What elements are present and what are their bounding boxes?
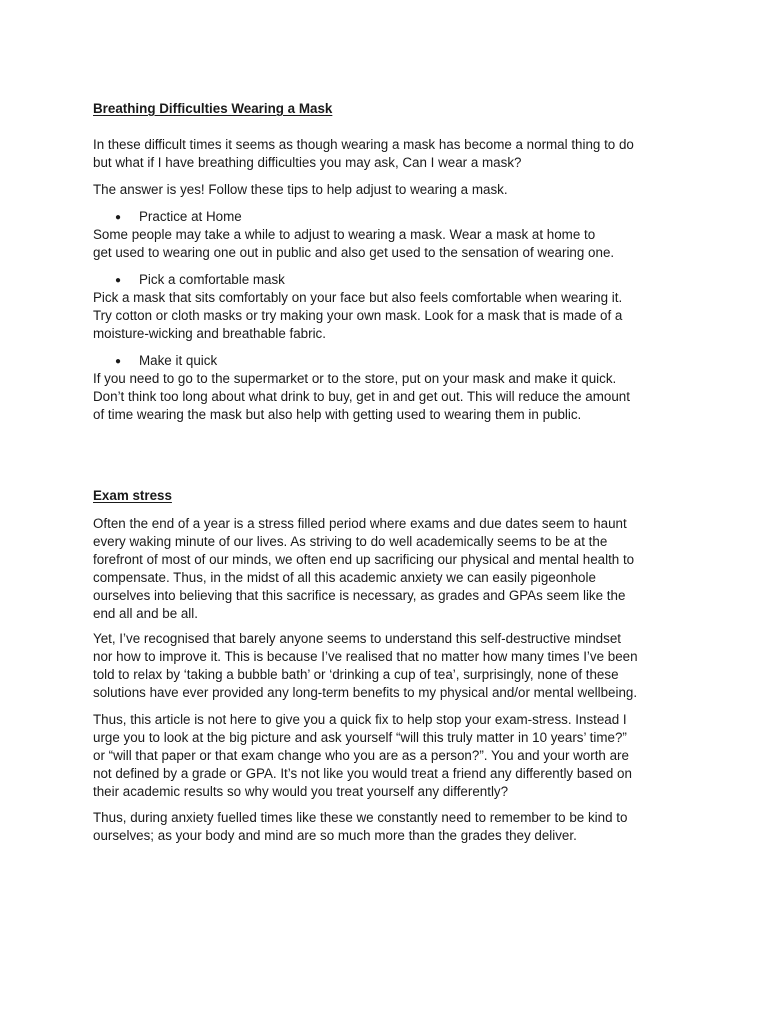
bullet-label: Practice at Home — [139, 209, 242, 224]
document-page — [93, 0, 673, 1024]
text-line: solutions have ever provided any long-term benefits to my physical and/or mental wellbeing. — [93, 685, 638, 700]
text-line: ourselves; as your body and mind are so much more than the grades they deliver. — [93, 828, 577, 843]
body-paragraph — [93, 711, 673, 801]
text-line: Don’t think too long about what drink to buy, get in and get out. This will reduce the amount — [93, 389, 630, 404]
bullet-item — [115, 352, 217, 371]
text-line: urge you to look at the big picture and ask yourself “will this truly matter in 10 years’ time?” — [93, 730, 627, 745]
body-paragraph — [93, 809, 673, 845]
body-paragraph — [93, 630, 673, 702]
text-line: Try cotton or cloth masks or try making your own mask. Look for a mask that is made of a — [93, 308, 623, 323]
answer-paragraph — [93, 181, 673, 199]
section-title-exam-stress: Exam stress — [93, 488, 172, 503]
text-line: compensate. Thus, in the midst of all this academic anxiety we can easily pigeonhole — [93, 570, 596, 585]
section-title-masks: Breathing Difficulties Wearing a Mask — [93, 101, 333, 116]
bullet-item — [115, 271, 285, 290]
text-line: get used to wearing one out in public and also get used to the sensation of wearing one. — [93, 245, 615, 260]
text-line: moisture-wicking and breathable fabric. — [93, 326, 326, 341]
tip-paragraph — [93, 289, 673, 343]
text-line: If you need to go to the supermarket or to the store, put on your mask and make it quick. — [93, 371, 617, 386]
text-line: but what if I have breathing difficulties you may ask, Can I wear a mask? — [93, 155, 522, 170]
text-line: nor how to improve it. This is because I’ve realised that no matter how many times I’ve been — [93, 649, 638, 664]
text-line: Thus, during anxiety fuelled times like these we constantly need to remember to be kind to — [93, 810, 628, 825]
body-paragraph — [93, 515, 673, 623]
tip-paragraph — [93, 226, 673, 262]
bullet-item — [115, 208, 242, 227]
text-line: forefront of most of our minds, we often end up sacrificing our physical and mental health to — [93, 552, 635, 567]
text-line: ourselves into believing that this sacrifice is necessary, as grades and GPAs seem like the — [93, 588, 626, 603]
text-line: their academic results so why would you treat yourself any differently? — [93, 784, 509, 799]
text-line: Yet, I’ve recognised that barely anyone seems to understand this self-destructive mindset — [93, 631, 621, 646]
bullet-label: Make it quick — [139, 353, 218, 368]
text-line: Often the end of a year is a stress filled period where exams and due dates seem to haunt — [93, 516, 627, 531]
text-line: Pick a mask that sits comfortably on your face but also feels comfortable when wearing it. — [93, 290, 623, 305]
text-line: Thus, this article is not here to give you a quick fix to help stop your exam-stress. Instead I — [93, 712, 627, 727]
text-line: not defined by a grade or GPA. It’s not like you would treat a friend any differently based on — [93, 766, 632, 781]
intro-paragraph — [93, 136, 673, 172]
text-line: of time wearing the mask but also help with getting used to wearing them in public. — [93, 407, 582, 422]
bullet-label: Pick a comfortable mask — [139, 272, 285, 287]
text-line: Some people may take a while to adjust to wearing a mask. Wear a mask at home to — [93, 227, 596, 242]
bullet-icon: ● — [115, 212, 122, 223]
text-line: or “will that paper or that exam change who you are as a person?”. You and your worth are — [93, 748, 629, 763]
text-line: every waking minute of our lives. As striving to do well academically seems to be at the — [93, 534, 608, 549]
bullet-icon: ● — [115, 275, 122, 286]
tip-paragraph — [93, 370, 673, 424]
text-line: The answer is yes! Follow these tips to help adjust to wearing a mask. — [93, 182, 508, 197]
text-line: told to relax by ‘taking a bubble bath’ or ‘drinking a cup of tea’, surprisingly, none of these — [93, 667, 619, 682]
text-line: In these difficult times it seems as though wearing a mask has become a normal thing to do — [93, 137, 634, 152]
text-line: end all and be all. — [93, 606, 198, 621]
bullet-icon: ● — [115, 356, 122, 367]
